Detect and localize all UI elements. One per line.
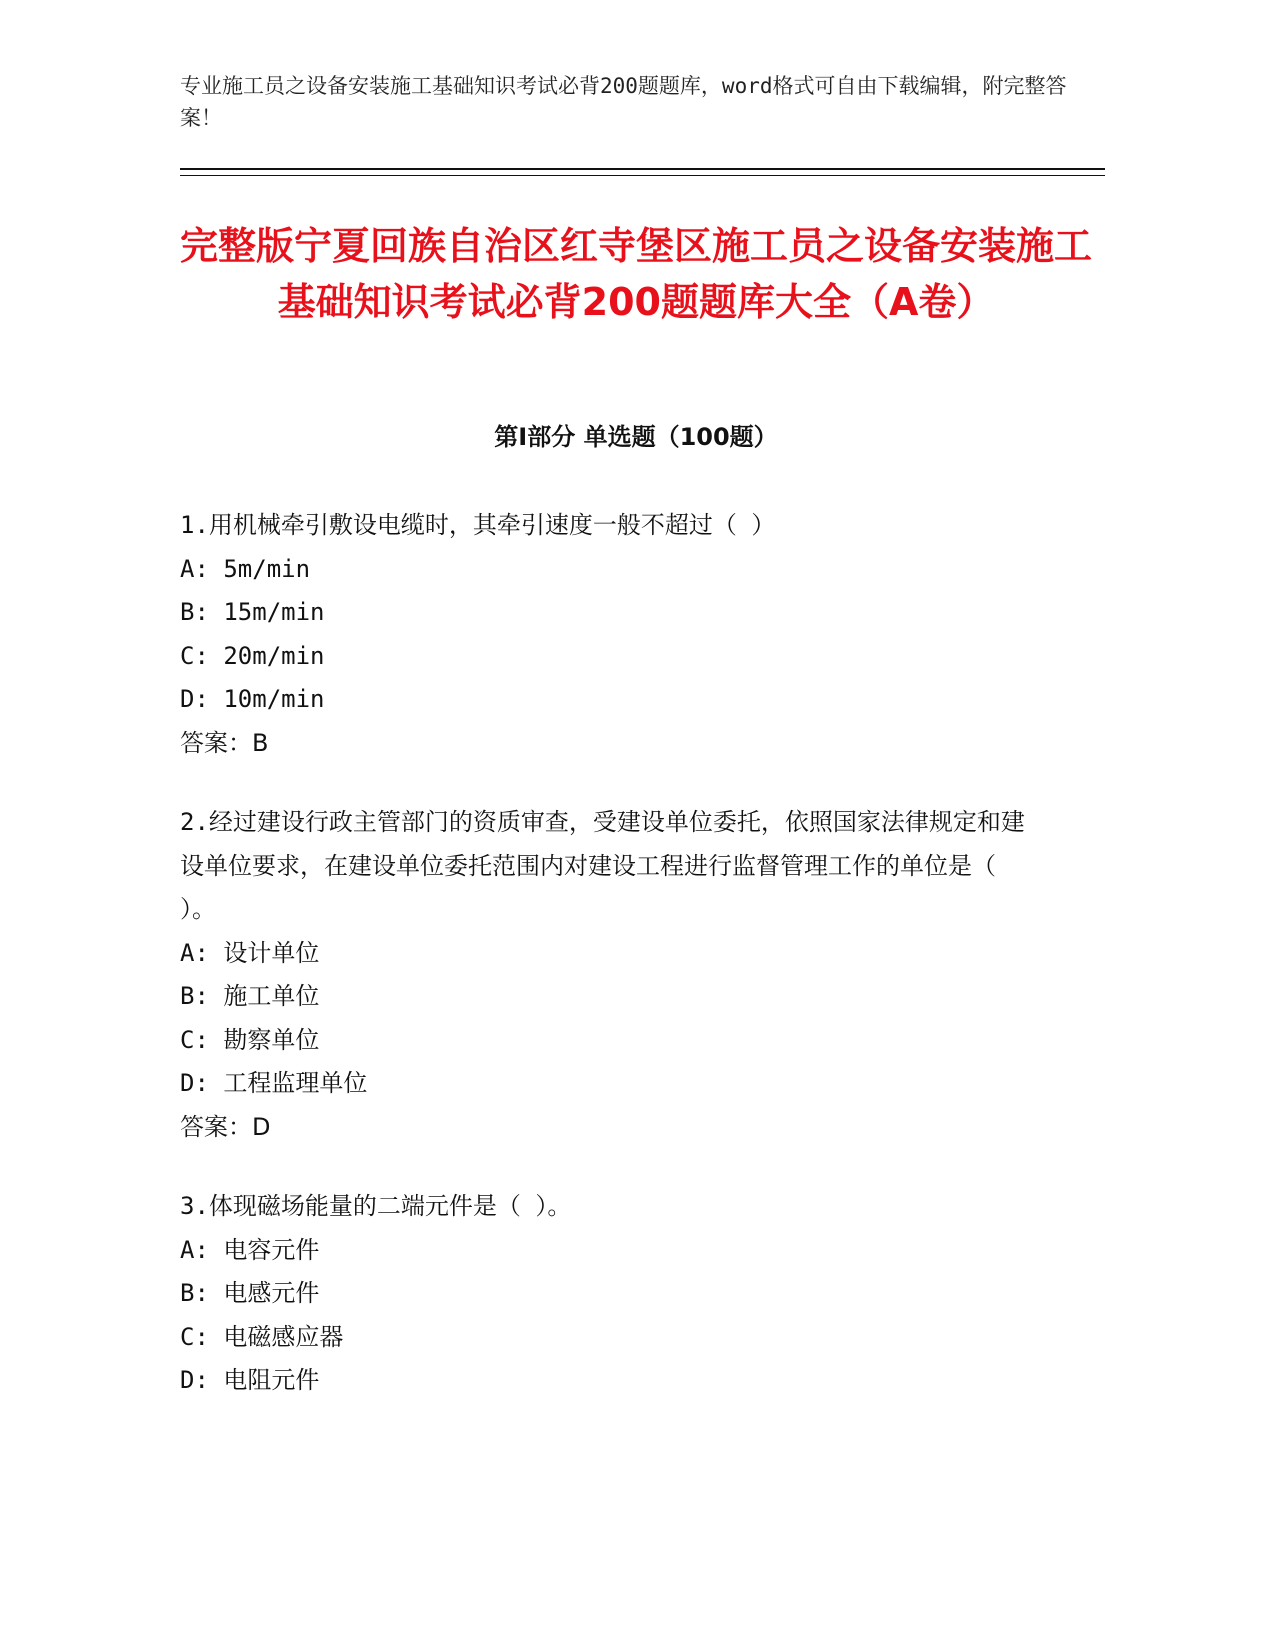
option-a: A: 设计单位 [180,938,320,967]
answer: 答案：D [180,1112,271,1141]
question-stem: 1.用机械牵引敷设电缆时，其牵引速度一般不超过（ ） [180,511,776,539]
question-list [180,504,1040,1439]
header-divider-thick [180,168,1105,170]
question-stem: 3.体现磁场能量的二端元件是（ ）。 [180,1192,572,1220]
option-d: D: 电阻元件 [180,1366,320,1394]
header-divider-thin [180,175,1105,176]
option-a: A: 5m/min [180,554,311,583]
answer: 答案：B [180,728,269,757]
option-c: C: 勘察单位 [180,1025,320,1054]
option-d: D: 工程监理单位 [180,1069,368,1097]
question-stem: 2.经过建设行政主管部门的资质审查，受建设单位委托，依照国家法律规定和建设单位要求，在建设单位委托范围内对建设工程进行监督管理工作的单位是（ ）。 [180,808,1025,923]
option-d: D: 10m/min [180,685,325,713]
question-item [180,504,1040,765]
option-a: A: 电容元件 [180,1235,320,1264]
section-heading: 第Ⅰ部分 单选题（100题） [494,423,778,451]
option-c: C: 20m/min [180,641,325,670]
header-note: 专业施工员之设备安装施工基础知识考试必背200题题库，word格式可自由下载编辑，附完整答案！ [180,74,1067,130]
option-b: B: 电感元件 [180,1279,320,1307]
question-item [180,801,1040,1149]
option-c: C: 电磁感应器 [180,1322,344,1351]
option-b: B: 施工单位 [180,982,320,1010]
document-title: 完整版宁夏回族自治区红寺堡区施工员之设备安装施工基础知识考试必背200题题库大全（A卷） [180,224,1093,324]
option-b: B: 15m/min [180,598,325,626]
question-item [180,1185,1040,1403]
